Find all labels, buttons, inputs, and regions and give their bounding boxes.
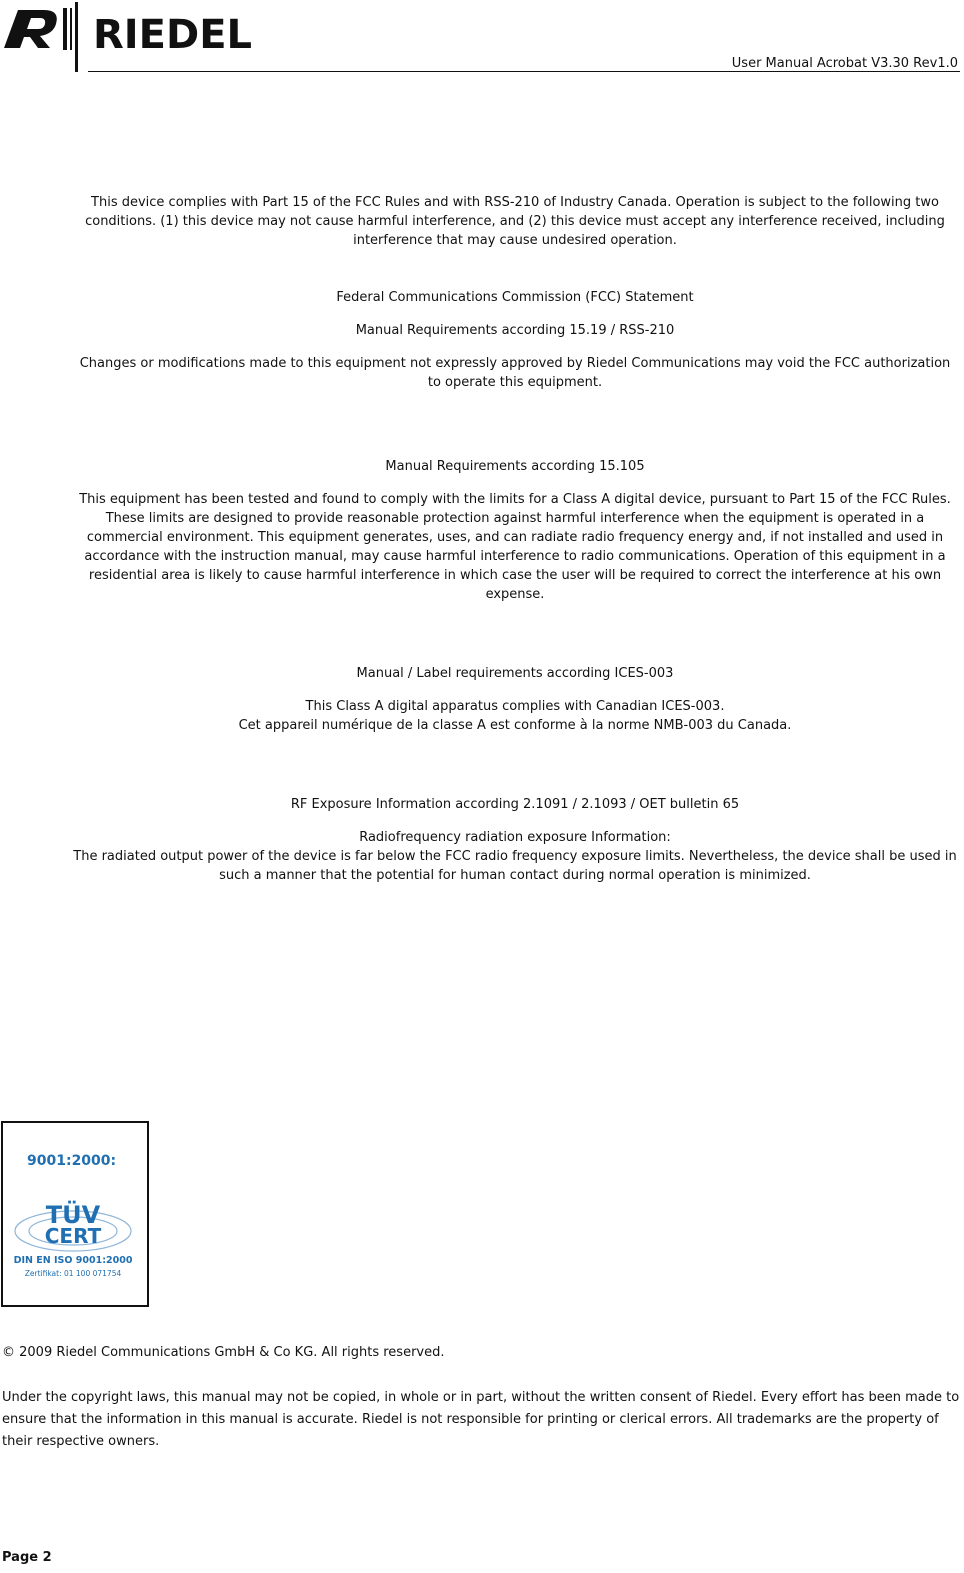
section-15105-heading: Manual Requirements according 15.105 [385, 459, 645, 474]
fcc-statement-section [72, 288, 958, 392]
tuv-certificate-badge [1, 1121, 149, 1307]
ices-heading: Manual / Label requirements according ICES-003 [356, 666, 674, 681]
copyright-notice: © 2009 Riedel Communications GmbH & Co KG. All rights reserved. [2, 1345, 445, 1360]
cert-number: Zertifikat: 01 100 071754 [24, 1269, 122, 1278]
cert-norm: DIN EN ISO 9001:2000 [13, 1255, 133, 1266]
document-title: User Manual Acrobat V3.30 Rev1.0 [731, 56, 958, 71]
riedel-logo-bar-1 [63, 8, 67, 50]
section-15105 [72, 457, 958, 604]
compliance-intro-text: This device complies with Part 15 of the FCC Rules and with RSS-210 of Industry Canada. Operation is subject to the following two conditions. (1) this device may not cause harmful interference, and (2) this device must accept any interference received, including interference that may cause undesired operation. [85, 195, 945, 248]
rf-exposure-heading: RF Exposure Information according 2.1091 / 2.1093 / OET bulletin 65 [290, 797, 740, 812]
compliance-intro [72, 193, 958, 250]
ices-line-fr: Cet appareil numérique de la classe A est conforme à la norme NMB-003 du Canada. [238, 718, 792, 733]
riedel-r-mark-icon [4, 10, 57, 48]
cert-standard: 9001:2000: [27, 1153, 117, 1169]
header-rule [88, 71, 960, 72]
section-15105-text: This equipment has been tested and found to comply with the limits for a Class A digital device, pursuant to Part 15 of the FCC Rules. These limits are designed to provide reasonable protection against harmful interference when the equipment is operated in a commercial environment. This equipment generates, uses, and can radiate radio frequency energy and, if not installed and used in accordance with the instruction manual, may cause harmful interference to radio communications. Operation of this equipment in a residential area is likely to cause harmful interference in which case the user will be required to correct the interference at his own expense. [79, 492, 951, 602]
rf-exposure-section [72, 795, 958, 885]
page-number: Page 2 [2, 1550, 52, 1565]
fcc-requirement-heading: Manual Requirements according 15.19 / RSS-210 [355, 323, 675, 338]
tuv-cert-mark-icon [3, 1123, 147, 1305]
rf-exposure-text: The radiated output power of the device is far below the FCC radio frequency exposure limits. Nevertheless, the device shall be used in such a manner that the potential for human contact during normal operation is minimized. [73, 849, 957, 883]
fcc-statement-title: Federal Communications Commission (FCC) Statement [336, 290, 694, 305]
fcc-statement-text: Changes or modifications made to this equipment not expressly approved by Riedel Communications may void the FCC authorization to operate this equipment. [79, 356, 951, 390]
riedel-logo-bar-3 [75, 2, 78, 72]
rf-exposure-subheading: Radiofrequency radiation exposure Information: [359, 830, 671, 845]
ices-line-en: This Class A digital apparatus complies with Canadian ICES-003. [305, 699, 725, 714]
ices-section [72, 664, 958, 735]
riedel-logo-bar-2 [70, 8, 72, 50]
cert-mark-bottom: CERT [44, 1224, 102, 1248]
riedel-logo [0, 2, 270, 72]
riedel-logo-text: RIEDEL [93, 12, 253, 58]
cert-mark-top: TÜV [45, 1201, 101, 1229]
legal-notice: Under the copyright laws, this manual may not be copied, in whole or in part, without the written consent of Riedel. Every effort has been made to ensure that the information in this manual is accurate. Riedel is not responsible for printing or clerical errors. All trademarks are the property of their respective owners. [2, 1390, 960, 1449]
